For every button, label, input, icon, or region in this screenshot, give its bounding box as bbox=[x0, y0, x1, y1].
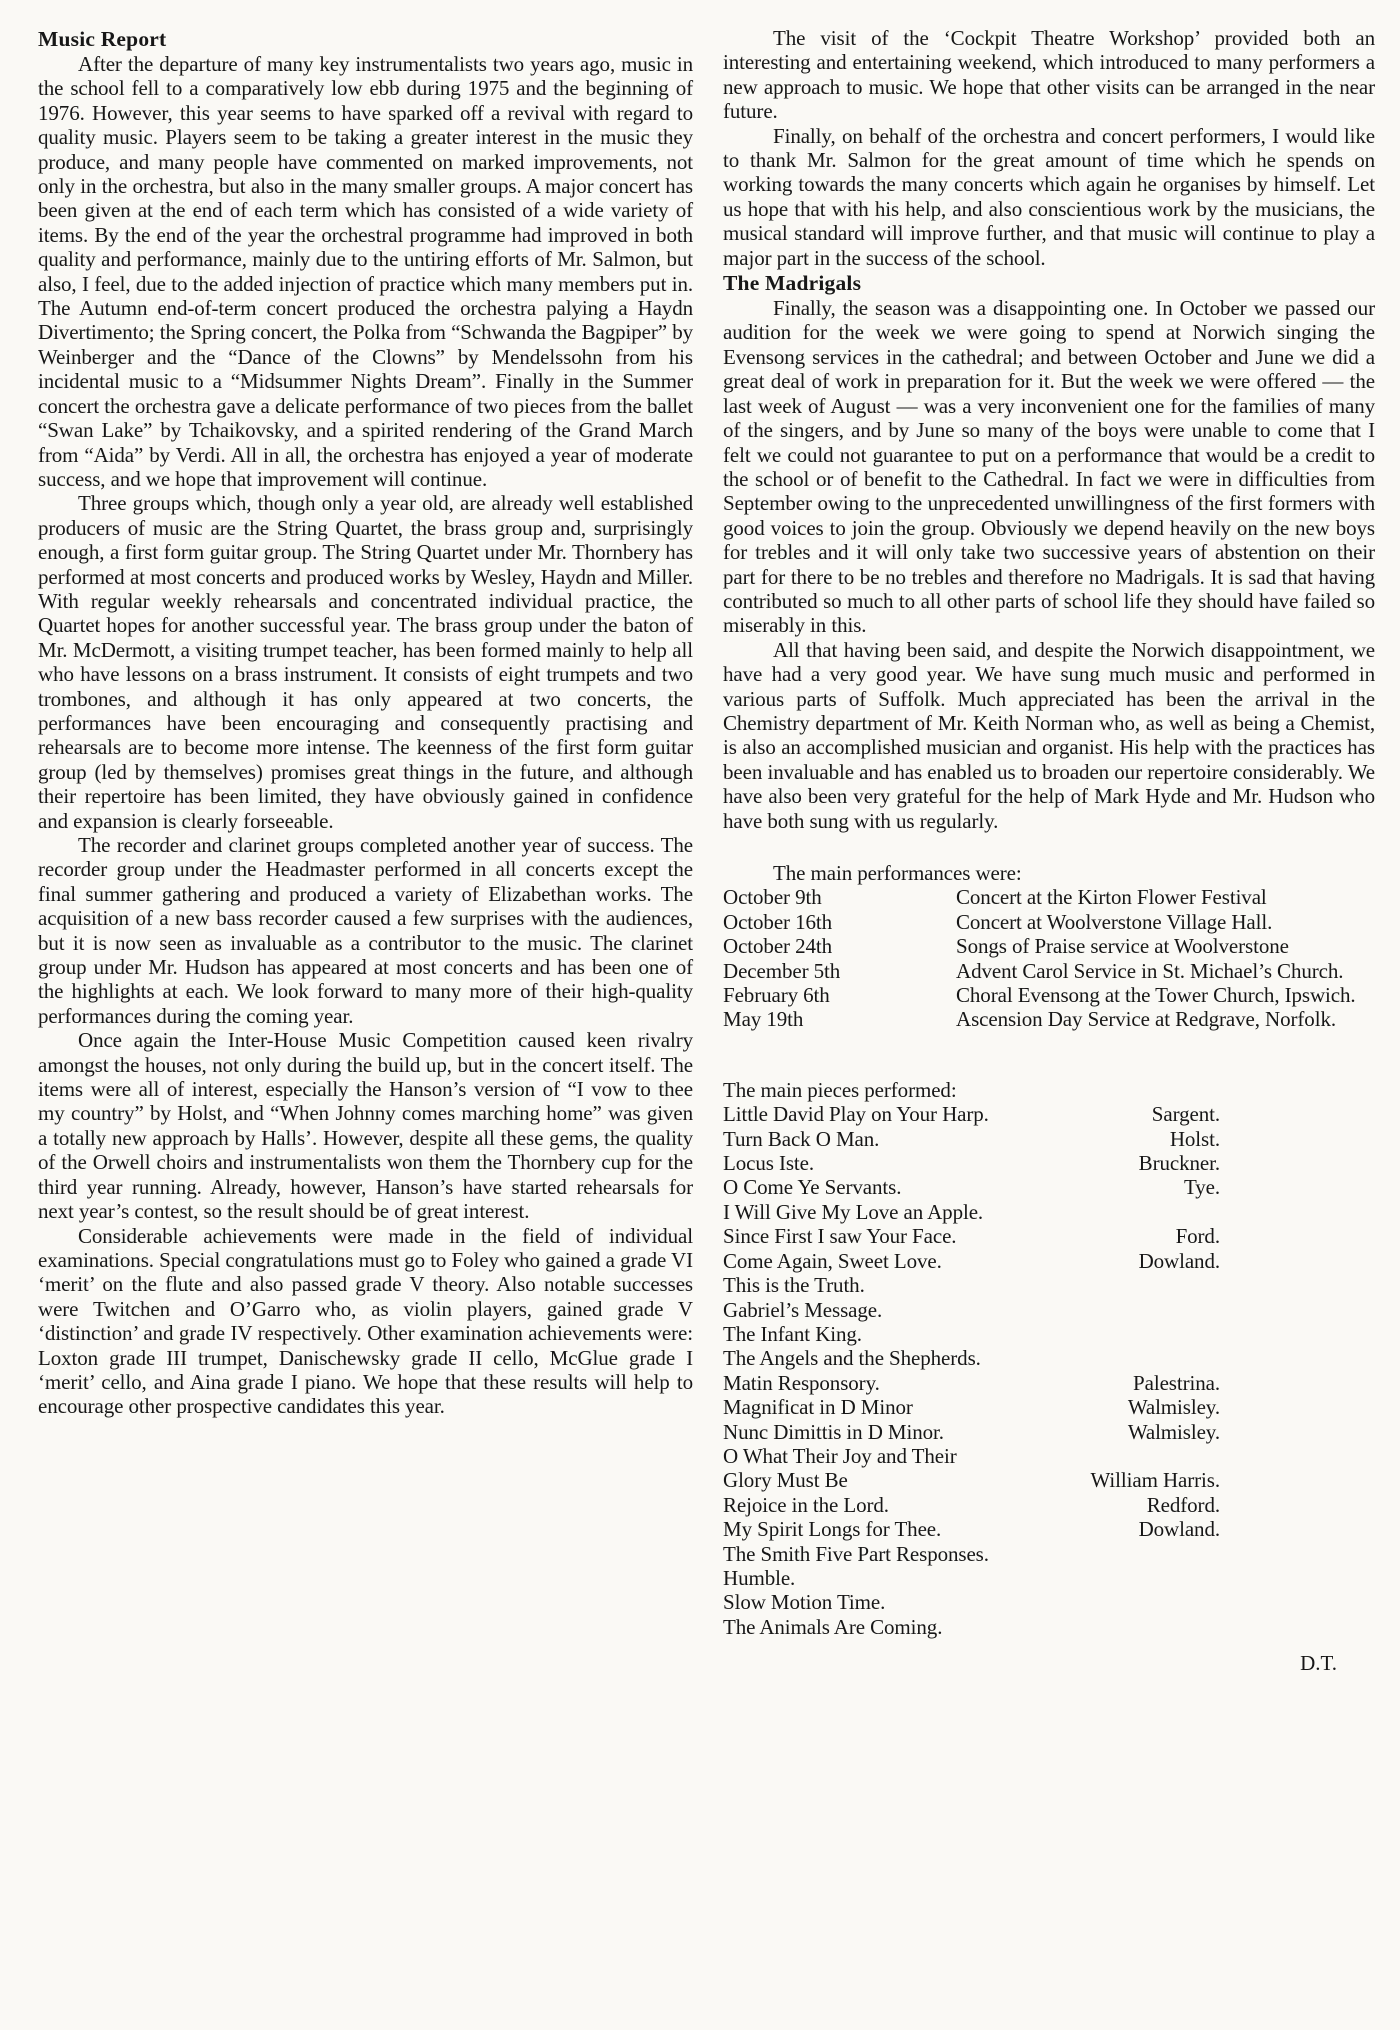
piece-row bbox=[723, 1493, 1375, 1517]
performance-date: October 9th bbox=[723, 885, 822, 910]
piece-row bbox=[723, 1322, 1375, 1346]
piece-title: The Angels and the Shepherds. bbox=[723, 1346, 981, 1371]
piece-title: This is the Truth. bbox=[723, 1273, 865, 1298]
piece-row bbox=[723, 1566, 1375, 1590]
paragraph-three-groups: Three groups which, though only a year old, are already well established producers of music are the String Quartet, the brass group and, surprisingly enough, a first form guitar group. The String Quartet under Mr. Thornbery has performed at most concerts and produced works by Wesley, Haydn and Miller. With regular weekly rehearsals and concentrated individual practice, the Quartet hopes for another successful year. The brass group under the baton of Mr. McDermott, a visiting trumpet teacher, has been formed mainly to help all who have lessons on a brass instrument. It consists of eight trumpets and two trombones, and although it has only appeared at two concerts, the performances have been encouraging and consequently practising and rehearsals are to become more intense. The keenness of the first form guitar group (led by themselves) promises great things in the future, and although their repertoire has been limited, they have obviously gained in confidence and expansion is clearly forseeable. bbox=[38, 491, 693, 833]
piece-title: Humble. bbox=[723, 1565, 796, 1590]
paragraph-cockpit-theatre: The visit of the ‘Cockpit Theatre Workshop’ provided both an interesting and entertaining weekend, which introduced to many performers a new approach to music. We hope that other visits can be arranged in the near future. bbox=[723, 26, 1375, 124]
paragraph-inter-house-competition: Once again the Inter-House Music Competition caused keen rivalry amongst the houses, not only during the build up, but in the concert itself. The items were all of interest, especially the Hanson’s version of “I vow to thee my country” by Holst, and “When Johnny comes marching home” was given a totally new approach by Halls’. However, despite all these gems, the quality of the Orwell choirs and instrumentalists won them the Thornbery cup for the third year running. Already, however, Hanson’s have started rehearsals for next year’s contest, so the result should be of great interest. bbox=[38, 1028, 693, 1224]
piece-title: Matin Responsory. bbox=[723, 1370, 880, 1395]
performance-description: Concert at Woolverstone Village Hall. bbox=[956, 909, 1273, 934]
performance-date: December 5th bbox=[723, 958, 841, 983]
piece-row bbox=[723, 1200, 1375, 1224]
paragraph-examinations: Considerable achievements were made in the field of individual examinations. Special congratulations must go to Foley who gained a grade VI ‘merit’ on the flute and also passed grade V theory. Also notable successes were Twitchen and O’Garro who, as violin players, gained grade V ‘distinction’ and grade IV respectively. Other examination achievements were: Loxton grade III trumpet, Danischewsky grade II cello, McGlue grade I ‘merit’ cello, and Aina grade I piano. We hope that these results will help to encourage other prospective candidates this year. bbox=[38, 1223, 693, 1419]
piece-row bbox=[723, 1298, 1375, 1322]
performance-date: October 24th bbox=[723, 934, 833, 959]
performance-date: February 6th bbox=[723, 983, 830, 1008]
piece-composer: Holst. bbox=[1169, 1126, 1220, 1151]
madrigals-heading: The Madrigals bbox=[723, 271, 862, 296]
performances-intro: The main performances were: bbox=[773, 861, 1022, 885]
paragraph-orchestra-revival: After the departure of many key instrumentalists two years ago, music in the school fell to a comparatively low ebb during 1975 and the beginning of 1976. However, this year seems to have sparked off a revival with regard to quality music. Players seem to be taking a greater interest in the music they produce, and many people have commented on marked improvements, not only in the orchestra, but also in the many smaller groups. A major concert has been given at the end of each term which has consisted of a wide variety of items. By the end of the year the orchestral programme had improved in both quality and performance, mainly due to the untiring efforts of Mr. Salmon, but also, I feel, due to the added injection of practice which many members put in. The Autumn end-of-term concert produced the orchestra palying a Haydn Divertimento; the Spring concert, the Polka from “Schwanda the Bagpiper” by Weinberger and the “Dance of the Clowns” by Mendelssohn from his incidental music to a “Midsummer Nights Dream”. Finally in the Summer concert the orchestra gave a delicate performance of two pieces from the ballet “Swan Lake” by Tchaikovsky, and a spirited rendering of the Grand March from “Aida” by Verdi. All in all, the orchestra has enjoyed a year of moderate success, and we hope that improvement will continue. bbox=[38, 52, 693, 491]
piece-composer: Tye. bbox=[1183, 1175, 1220, 1200]
piece-title: Rejoice in the Lord. bbox=[723, 1492, 889, 1517]
performance-date: October 16th bbox=[723, 909, 833, 934]
piece-title: Magnificat in D Minor bbox=[723, 1395, 913, 1420]
piece-title: Slow Motion Time. bbox=[723, 1590, 886, 1615]
piece-row bbox=[723, 1517, 1375, 1541]
piece-title: Little David Play on Your Harp. bbox=[723, 1102, 989, 1127]
piece-title: O What Their Joy and Their bbox=[723, 1443, 957, 1468]
piece-row bbox=[723, 1615, 1375, 1639]
piece-title: The Animals Are Coming. bbox=[723, 1614, 943, 1639]
paragraph-recorder-clarinet: The recorder and clarinet groups completed another year of success. The recorder group under the Headmaster performed in all concerts except the final summer gathering and produced a variety of Elizabethan works. The acquisition of a new bass recorder caused a few surprises with the audiences, but it is now seen as invaluable as a contributor to the music. The clarinet group under Mr. Hudson has appeared at most concerts and has been one of the highlights at each. We look forward to many more of their high-quality performances during the coming year. bbox=[38, 833, 693, 1028]
piece-row bbox=[723, 1151, 1375, 1175]
performance-description: Ascension Day Service at Redgrave, Norfolk. bbox=[956, 1007, 1336, 1032]
performance-description: Songs of Praise service at Woolverstone bbox=[956, 934, 1289, 959]
piece-title: The Infant King. bbox=[723, 1321, 862, 1346]
piece-row bbox=[723, 1542, 1375, 1566]
piece-title: O Come Ye Servants. bbox=[723, 1175, 902, 1200]
piece-title: Turn Back O Man. bbox=[723, 1126, 880, 1151]
performance-description: Choral Evensong at the Tower Church, Ipswich. bbox=[956, 983, 1356, 1008]
performance-description: Concert at the Kirton Flower Festival bbox=[956, 885, 1267, 910]
piece-title: Locus Iste. bbox=[723, 1151, 815, 1176]
piece-row bbox=[723, 1127, 1375, 1151]
right-column bbox=[723, 26, 1375, 2030]
performances-table bbox=[723, 885, 1375, 1031]
paragraph-madrigals-good-year: All that having been said, and despite the Norwich disappointment, we have had a very good year. We have sung much music and performed in various parts of Suffolk. Much appreciated has been the arrival in the Chemistry department of Mr. Keith Norman who, as well as being a Chemist, is also an accomplished musician and organist. His help with the practices has been invaluable and has enabled us to broaden our repertoire considerably. We have also been very grateful for the help of Mark Hyde and Mr. Hudson who have both sung with us regularly. bbox=[723, 637, 1375, 833]
piece-title: Glory Must Be bbox=[723, 1468, 848, 1493]
piece-row bbox=[723, 1395, 1375, 1419]
piece-row bbox=[723, 1371, 1375, 1395]
piece-row bbox=[723, 1102, 1375, 1126]
piece-title: Come Again, Sweet Love. bbox=[723, 1248, 942, 1273]
piece-composer: Ford. bbox=[1175, 1224, 1220, 1249]
piece-row bbox=[723, 1444, 1375, 1468]
piece-composer: Palestrina. bbox=[1133, 1370, 1220, 1395]
piece-composer: Redford. bbox=[1146, 1492, 1220, 1517]
piece-row bbox=[723, 1468, 1375, 1492]
piece-title: Nunc Dimittis in D Minor. bbox=[723, 1419, 944, 1444]
piece-row bbox=[723, 1420, 1375, 1444]
piece-composer: Walmisley. bbox=[1127, 1419, 1220, 1444]
piece-composer: Walmisley. bbox=[1127, 1395, 1220, 1420]
pieces-list bbox=[723, 1102, 1375, 1639]
piece-title: Since First I saw Your Face. bbox=[723, 1224, 957, 1249]
piece-row bbox=[723, 1175, 1375, 1199]
piece-row bbox=[723, 1273, 1375, 1297]
piece-row bbox=[723, 1590, 1375, 1614]
author-initials: D.T. bbox=[1300, 1651, 1337, 1676]
piece-title: Gabriel’s Message. bbox=[723, 1297, 883, 1322]
pieces-intro: The main pieces performed: bbox=[723, 1077, 957, 1102]
piece-title: The Smith Five Part Responses. bbox=[723, 1541, 989, 1566]
piece-composer: Dowland. bbox=[1138, 1517, 1220, 1542]
piece-row bbox=[723, 1249, 1375, 1273]
piece-title: I Will Give My Love an Apple. bbox=[723, 1199, 984, 1224]
paragraph-thanks-mr-salmon: Finally, on behalf of the orchestra and concert performers, I would like to thank Mr. Salmon for the great amount of time which he spends on working towards the many concerts which again he organises by himself. Let us hope that with his help, and also conscientious work by the musicians, the musical standard will improve further, and that music will continue to play a major part in the success of the school. bbox=[723, 123, 1375, 270]
paragraph-madrigals-season: Finally, the season was a disappointing one. In October we passed our audition for the week we were going to spend at Norwich singing the Evensong services in the cathedral; and between October and June we did a great deal of work in preparation for it. But the week we were offered — the last week of August — was a very inconvenient one for the families of many of the singers, and by June so many of the boys were unable to come that I felt we could not guarantee to put on a performance that would be a credit to the school or of benefit to the Cathedral. In fact we were in difficulties from September owing to the unprecedented unwillingness of the first formers with good voices to join the group. Obviously we depend heavily on the new boys for trebles and it will only take two successive years of abstention on their part for there to be no trebles and therefore no Madrigals. It is sad that having contributed so much to all other parts of school life they should have failed so miserably in this. bbox=[723, 296, 1375, 638]
piece-row bbox=[723, 1224, 1375, 1248]
left-column bbox=[38, 26, 693, 2030]
piece-composer: William Harris. bbox=[1090, 1468, 1220, 1493]
performance-description: Advent Carol Service in St. Michael’s Church. bbox=[956, 958, 1344, 983]
performance-date: May 19th bbox=[723, 1007, 804, 1032]
piece-composer: Sargent. bbox=[1151, 1102, 1220, 1127]
piece-title: My Spirit Longs for Thee. bbox=[723, 1517, 942, 1542]
piece-composer: Bruckner. bbox=[1138, 1151, 1220, 1176]
music-report-heading: Music Report bbox=[38, 27, 167, 51]
piece-row bbox=[723, 1346, 1375, 1370]
piece-composer: Dowland. bbox=[1138, 1248, 1220, 1273]
